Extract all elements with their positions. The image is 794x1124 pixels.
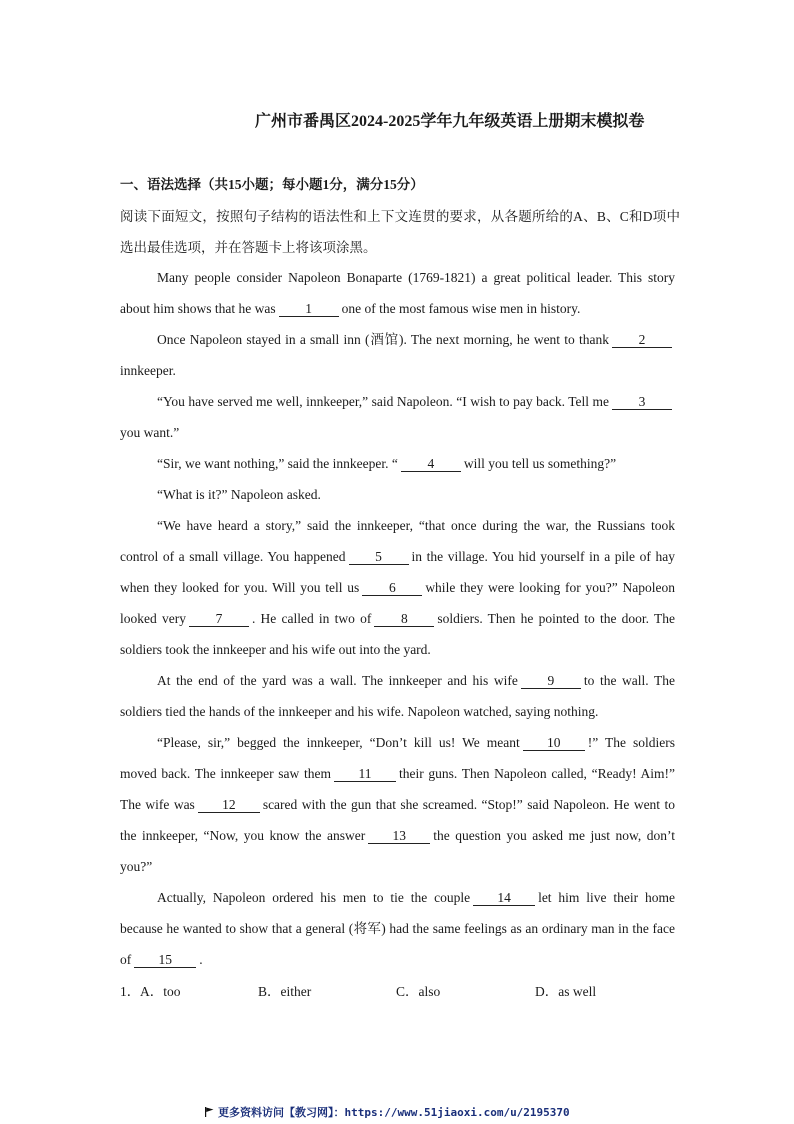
passage-text: “What is it?” Napoleon asked.	[157, 487, 321, 502]
option-d: D．as well	[535, 984, 597, 999]
option-b: B．either	[258, 984, 312, 999]
passage-text: their guns. Then Napoleon called, “Ready! Aim!” The wife was	[120, 766, 676, 812]
page-title: 广州市番禺区2024-2025学年九年级英语上册期末模拟卷	[255, 113, 645, 130]
answer-blank-15: 15	[134, 953, 196, 968]
answer-blank-14: 14	[473, 891, 535, 906]
answer-blank-6: 6	[362, 581, 422, 596]
answer-blank-5: 5	[349, 550, 409, 565]
passage-text: scared with the gun that she screamed. “Stop!” said Napoleon. He went to the innkeeper, “Now, you know the answer	[120, 797, 675, 843]
option-a: A．too	[140, 984, 181, 999]
passage-text: innkeeper.	[120, 363, 176, 378]
passage-paragraph	[120, 448, 675, 479]
passage-text: .	[199, 952, 203, 967]
flag-icon	[205, 1107, 214, 1117]
passage-paragraph	[120, 510, 675, 665]
passage-text: “We have heard a story,” said the innkeeper, “that once during the war, the Russians took control of a small village. You happened	[120, 518, 675, 564]
answer-blank-1: 1	[279, 302, 339, 317]
section-heading: 一、语法选择（共15小题；每小题1分，满分15分）	[120, 177, 424, 192]
answer-blank-11: 11	[334, 767, 396, 782]
passage-text: in the village. You hid yourself in a pile of hay when they looked for you. Will you tell us	[120, 549, 675, 595]
passage-text: will you tell us something?”	[463, 456, 617, 471]
passage-text: At the end of the yard was a wall. The innkeeper and his wife	[157, 673, 518, 688]
passage-text: the question you asked me just now, don’t you?”	[120, 828, 675, 874]
option-c: C．also	[396, 984, 441, 999]
section-instructions: 阅读下面短文，按照句子结构的语法性和上下文连贯的要求，从各题所给的A、B、C和D项中选出最佳选项，并在答题卡上将该项涂黑。	[120, 209, 680, 255]
answer-blank-8: 8	[374, 612, 434, 627]
passage-paragraph	[120, 479, 675, 510]
passage-text: soldiers. Then he pointed to the door. The soldiers took the innkeeper and his wife out into the yard.	[120, 611, 676, 657]
passage-text: while they were looking for you?” Napoleon looked very	[120, 580, 675, 626]
passage-paragraph	[120, 262, 675, 324]
passage-text: you want.”	[120, 425, 180, 440]
passage	[120, 262, 675, 975]
passage-paragraph	[120, 386, 675, 448]
question-number: 1．	[120, 984, 141, 999]
answer-blank-13: 13	[368, 829, 430, 844]
answer-blank-10: 10	[523, 736, 585, 751]
passage-text: . He called in two of	[251, 611, 372, 626]
passage-paragraph	[120, 727, 675, 882]
answer-blank-12: 12	[198, 798, 260, 813]
passage-text: !” The soldiers moved back. The innkeeper saw them	[120, 735, 675, 781]
passage-text: “Sir, we want nothing,” said the innkeeper. “	[157, 456, 398, 471]
passage-text: “Please, sir,” begged the innkeeper, “Don’t kill us! We meant	[157, 735, 520, 750]
answer-blank-4: 4	[401, 457, 461, 472]
passage-paragraph	[120, 882, 675, 975]
passage-paragraph	[120, 665, 675, 727]
passage-text: Many people consider Napoleon Bonaparte (1769-1821) a great political leader. This story about him shows that he was	[120, 270, 675, 316]
answer-blank-9: 9	[521, 674, 581, 689]
passage-text: to the wall. The soldiers tied the hands of the innkeeper and his wife. Napoleon watched, saying nothing.	[120, 673, 676, 719]
answer-blank-7: 7	[189, 612, 249, 627]
passage-text: “You have served me well, innkeeper,” said Napoleon. “I wish to pay back. Tell me	[157, 394, 609, 409]
passage-text: let him live their home because he wanted to show that a general (将军) had the same feelings as an ordinary man in the face of	[120, 890, 675, 967]
passage-paragraph	[120, 324, 675, 386]
passage-text: Actually, Napoleon ordered his men to tie the couple	[157, 890, 471, 905]
footer-link[interactable]	[205, 1104, 570, 1120]
answer-blank-2: 2	[612, 333, 672, 348]
passage-text: one of the most famous wise men in history.	[341, 301, 581, 316]
answer-blank-3: 3	[612, 395, 672, 410]
footer-text: 更多资料访问【教习网】：https://www.51jiaoxi.com/u/2195370	[218, 1106, 570, 1119]
passage-text: Once Napoleon stayed in a small inn (酒馆). The next morning, he went to thank	[157, 332, 609, 347]
